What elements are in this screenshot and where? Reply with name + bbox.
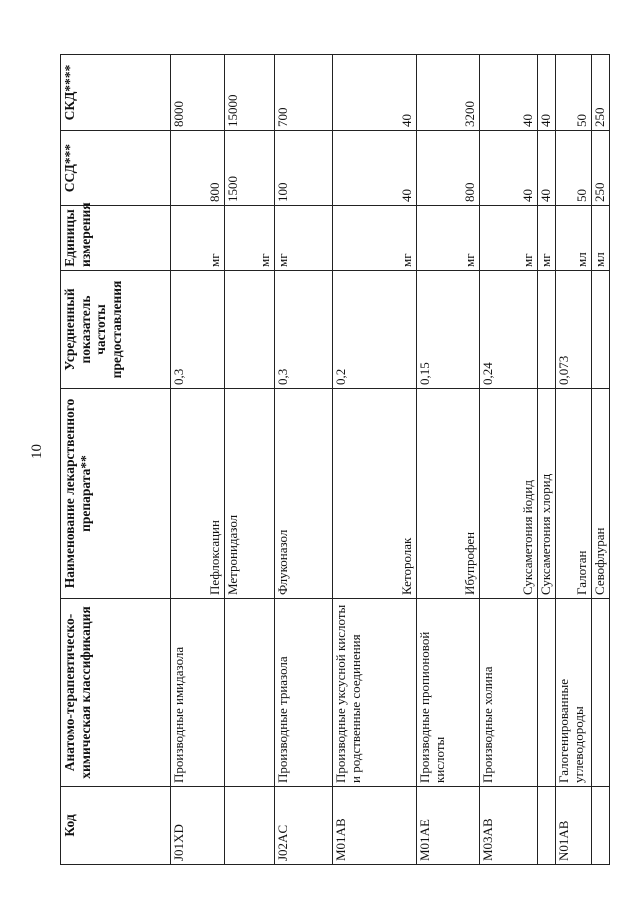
cell-ssd: 1500 (225, 131, 275, 206)
cell-ssd: 40 (480, 131, 538, 206)
cell-code: M01AE (417, 787, 480, 865)
cell-unit: мл (555, 206, 591, 271)
cell-unit: мг (225, 206, 275, 271)
cell-drug: Кеторолак (333, 389, 417, 599)
cell-atc (225, 599, 275, 787)
table-row (275, 55, 333, 865)
cell-drug: Ибупрофен (417, 389, 480, 599)
cell-ssd: 800 (417, 131, 480, 206)
cell-skd: 250 (591, 55, 609, 131)
table-header-row (61, 55, 171, 865)
cell-unit: мг (538, 206, 556, 271)
table-row (555, 55, 591, 865)
cell-unit: мг (171, 206, 225, 271)
cell-frequency: 0,15 (417, 271, 480, 389)
cell-ssd: 250 (591, 131, 609, 206)
cell-code: J02AC (275, 787, 333, 865)
cell-unit: мг (333, 206, 417, 271)
cell-code: J01XD (171, 787, 225, 865)
cell-atc (591, 599, 609, 787)
header-units: Единицы измерения (61, 206, 171, 271)
cell-drug: Пефлоксацин (171, 389, 225, 599)
header-frequency: Усредненный показатель частоты предоставления (61, 271, 171, 389)
cell-ssd: 40 (538, 131, 556, 206)
cell-code (538, 787, 556, 865)
cell-drug: Севофлуран (591, 389, 609, 599)
table-row (538, 55, 556, 865)
cell-drug: Суксаметония хлорид (538, 389, 556, 599)
cell-code: M01AB (333, 787, 417, 865)
cell-unit: мг (480, 206, 538, 271)
table-row (171, 55, 225, 865)
cell-atc: Галогенированные углеводороды (555, 599, 591, 787)
table-row (417, 55, 480, 865)
cell-skd: 40 (333, 55, 417, 131)
cell-frequency: 0,073 (555, 271, 591, 389)
cell-drug: Галотан (555, 389, 591, 599)
cell-ssd: 800 (171, 131, 225, 206)
cell-code (225, 787, 275, 865)
cell-drug: Метронидазол (225, 389, 275, 599)
cell-code: N01AB (555, 787, 591, 865)
cell-ssd: 50 (555, 131, 591, 206)
cell-drug: Флуконазол (275, 389, 333, 599)
cell-skd: 40 (480, 55, 538, 131)
cell-frequency: 0,3 (171, 271, 225, 389)
cell-drug: Суксаметония йодид (480, 389, 538, 599)
cell-atc (538, 599, 556, 787)
cell-frequency: 0,2 (333, 271, 417, 389)
cell-atc: Производные холина (480, 599, 538, 787)
cell-code: M03AB (480, 787, 538, 865)
cell-skd: 15000 (225, 55, 275, 131)
table-row (480, 55, 538, 865)
header-drug-name: Наименование лекарственного препарата** (61, 389, 171, 599)
table-row (333, 55, 417, 865)
cell-unit: мг (275, 206, 333, 271)
cell-frequency: 0,3 (275, 271, 333, 389)
cell-atc: Производные имидазола (171, 599, 225, 787)
page-number: 10 (29, 444, 45, 459)
header-ssd: ССД*** (61, 131, 171, 206)
cell-unit: мг (417, 206, 480, 271)
cell-ssd: 100 (275, 131, 333, 206)
header-atc: Анатомо-терапевтическо-химическая классификация (61, 599, 171, 787)
drug-table (60, 54, 610, 865)
cell-skd: 700 (275, 55, 333, 131)
header-code: Код (61, 787, 171, 865)
header-skd: СКД**** (61, 55, 171, 131)
cell-atc: Производные уксусной кислоты и родственные соединения (333, 599, 417, 787)
cell-atc: Производные триазола (275, 599, 333, 787)
cell-code (591, 787, 609, 865)
cell-frequency: 0,24 (480, 271, 538, 389)
cell-frequency (538, 271, 556, 389)
table-row (591, 55, 609, 865)
cell-skd: 50 (555, 55, 591, 131)
cell-unit: мл (591, 206, 609, 271)
rotated-table-wrapper (60, 55, 607, 865)
cell-atc: Производные пропионовой кислоты (417, 599, 480, 787)
cell-frequency (591, 271, 609, 389)
cell-ssd: 40 (333, 131, 417, 206)
table-row (225, 55, 275, 865)
cell-frequency (225, 271, 275, 389)
cell-skd: 8000 (171, 55, 225, 131)
cell-skd: 40 (538, 55, 556, 131)
cell-skd: 3200 (417, 55, 480, 131)
